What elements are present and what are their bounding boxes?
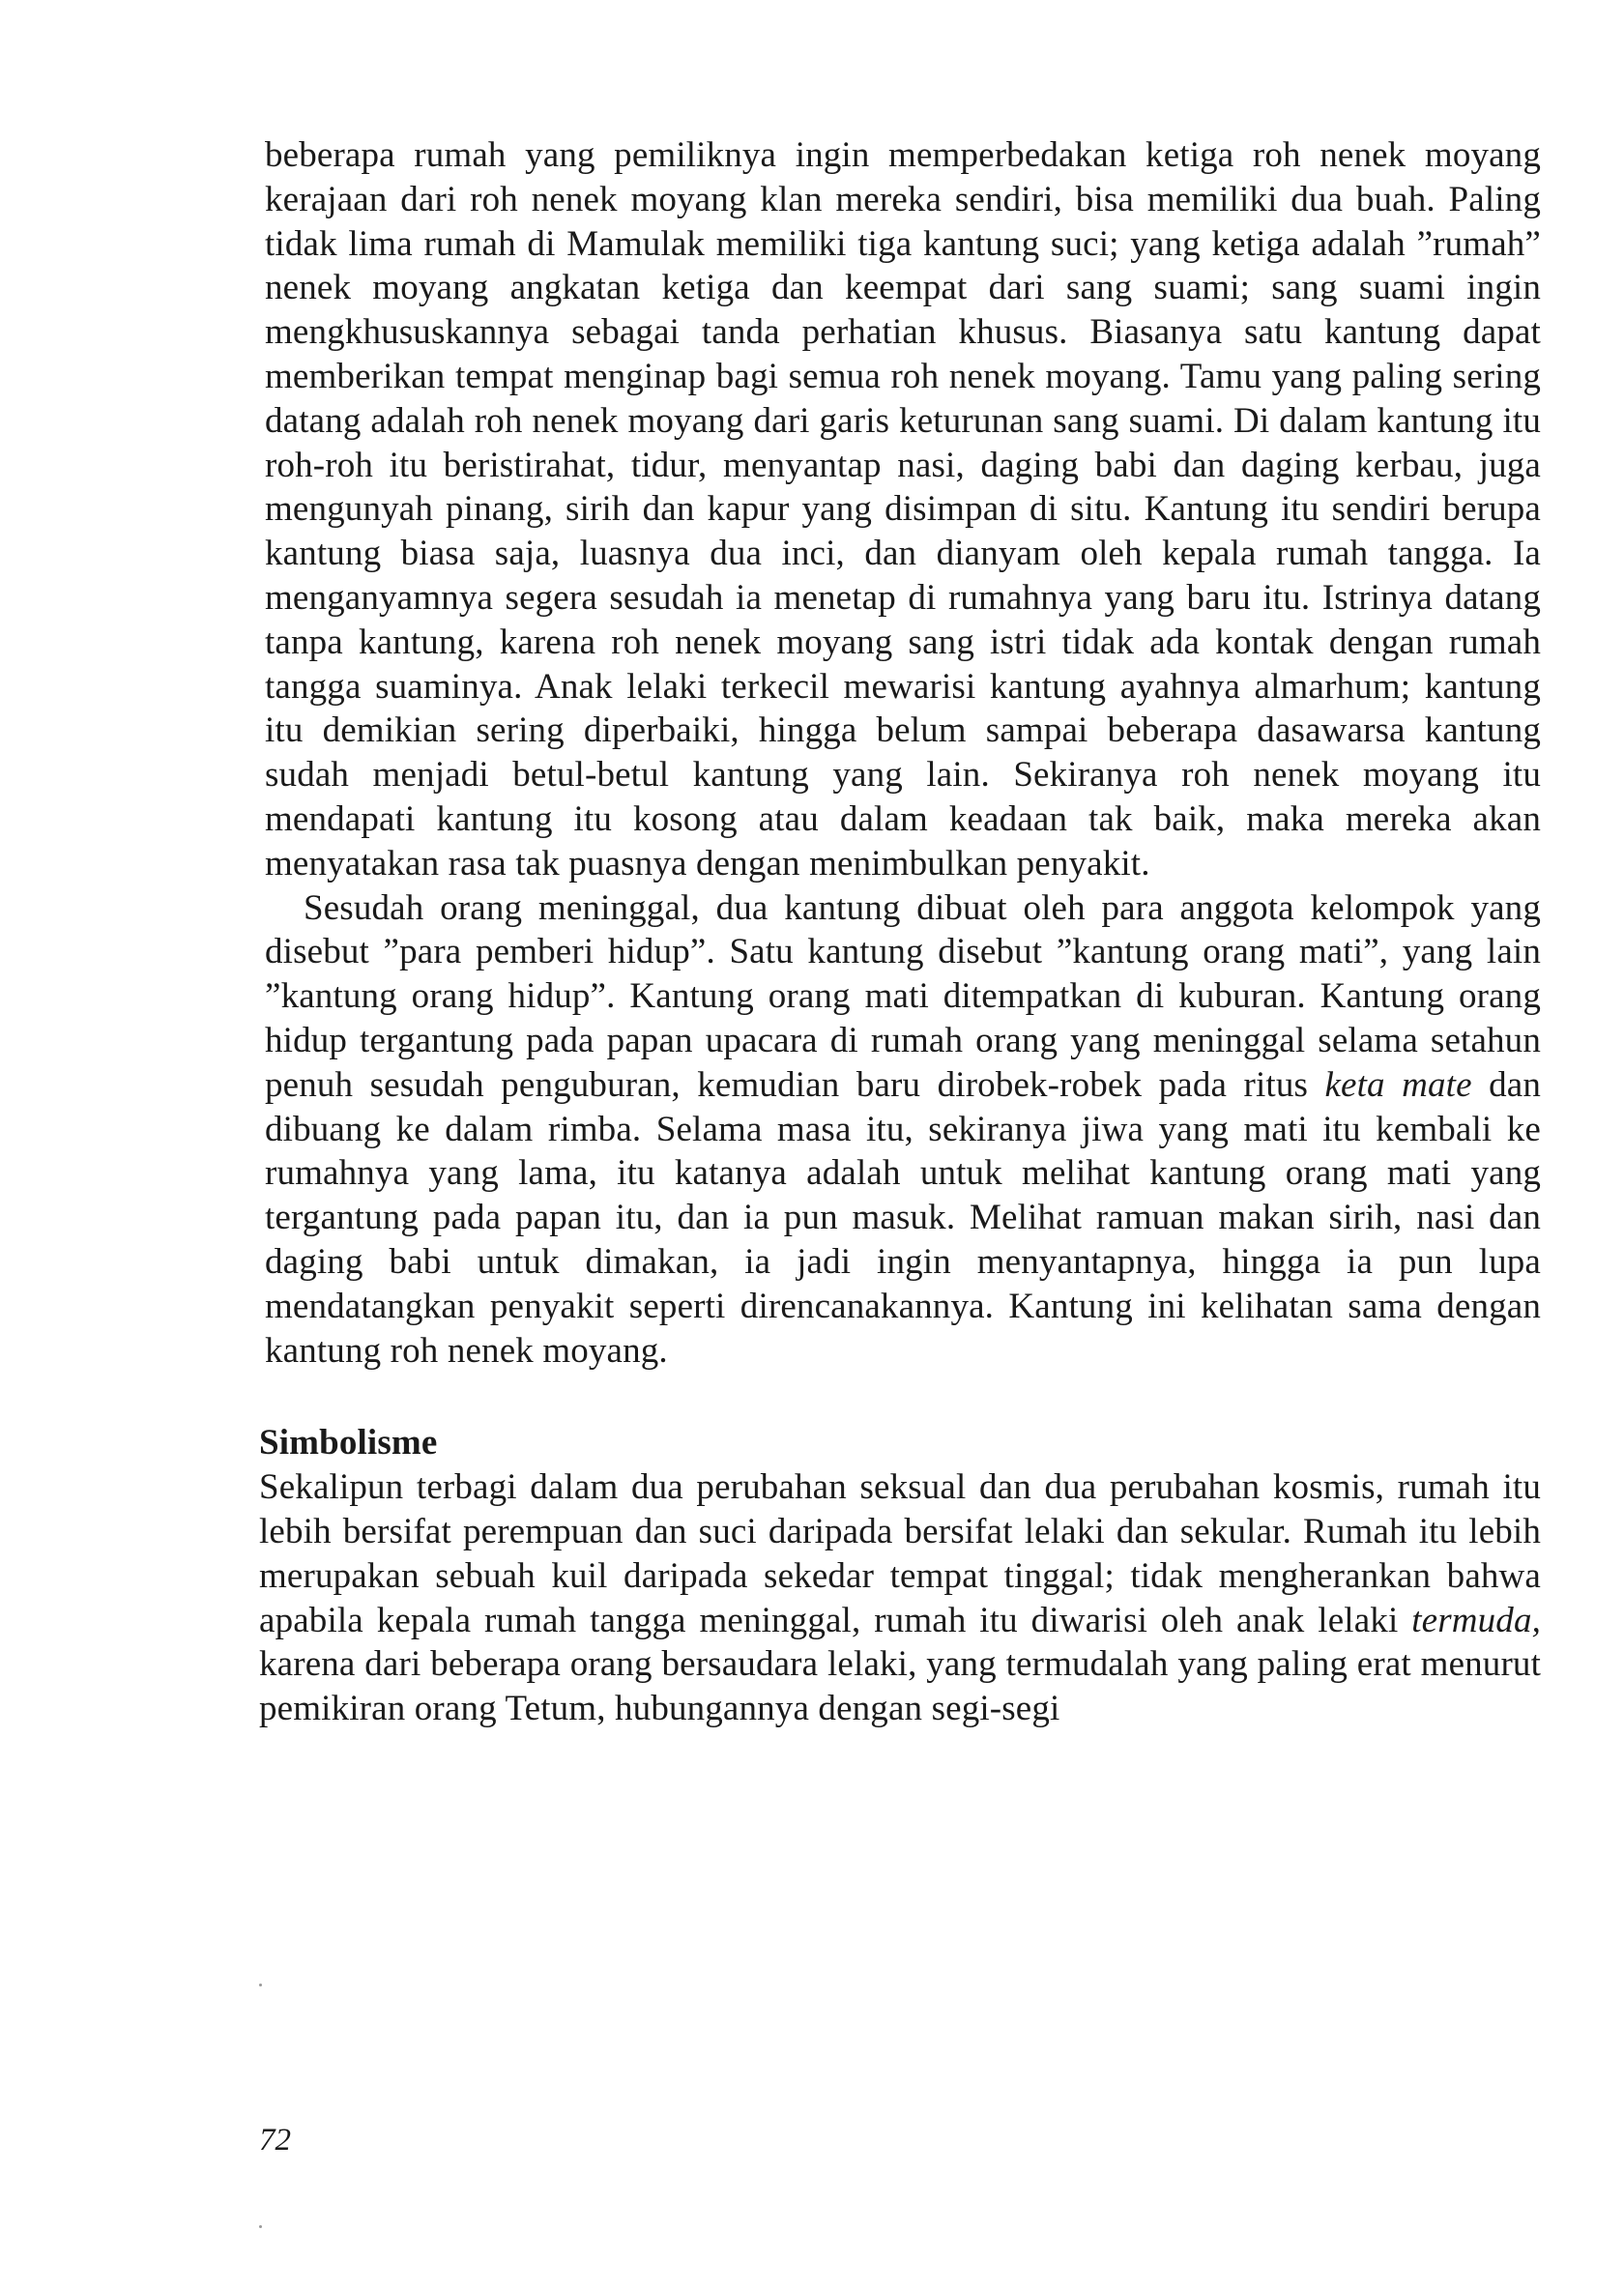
paragraph-2-italic: keta mate xyxy=(1324,1064,1472,1105)
body-text xyxy=(259,133,1541,1731)
paragraph-3 xyxy=(259,1465,1541,1731)
paragraph-2 xyxy=(265,886,1541,1374)
section-heading: Simbolisme xyxy=(259,1423,438,1463)
paragraph-3-text-a: Sekalipun terbagi dalam dua perubahan seksual dan dua perubahan kosmis, rumah itu lebih bersifat perempuan dan suci daripada bersifat lelaki dan sekular. Rumah itu lebih merupakan sebuah kuil daripada sekedar tempat tinggal; tidak mengherankan bahwa apabila kepala rumah tangga meninggal, rumah itu diwarisi oleh anak lelaki xyxy=(259,1467,1541,1640)
paragraph-1: beberapa rumah yang pemiliknya ingin memperbedakan ketiga roh nenek moyang kerajaan dari roh nenek moyang klan mereka sendiri, bisa memiliki dua buah. Paling tidak lima rumah di Mamulak memiliki tiga kantung suci; yang ketiga adalah ”rumah” nenek moyang angkatan ketiga dan keempat dari sang suami; sang suami ingin mengkhususkannya sebagai tanda perhatian khusus. Biasanya satu kantung dapat memberikan tempat menginap bagi semua roh nenek moyang. Tamu yang paling sering datang adalah roh nenek moyang dari garis keturunan sang suami. Di dalam kantung itu roh-roh itu beristirahat, tidur, menyantap nasi, daging babi dan daging kerbau, juga mengunyah pinang, sirih dan kapur yang disimpan di situ. Kantung itu sendiri berupa kantung biasa saja, luasnya dua inci, dan dianyam oleh kepala rumah tangga. Ia menganyamnya segera sesudah ia menetap di rumahnya yang baru itu. Istrinya datang tanpa kantung, karena roh nenek moyang sang istri tidak ada kontak dengan rumah tangga suaminya. Anak lelaki terkecil mewarisi kantung ayahnya almarhum; kantung itu demikian sering diperbaiki, hingga belum sampai beberapa dasawarsa kantung sudah menjadi betul-betul kantung yang lain. Sekiranya roh nenek moyang itu mendapati kantung itu kosong atau dalam keadaan tak baik, maka mereka akan menyatakan rasa tak puasnya dengan menimbulkan penyakit. xyxy=(265,135,1541,884)
paragraph-2-text-a: Sesudah orang meninggal, dua kantung dibuat oleh para anggota kelompok yang disebut ”para pemberi hidup”. Satu kantung disebut ”kantung orang mati”, yang lain ”kantung orang hidup”. Kantung orang mati ditempatkan di kuburan. Kantung orang hidup tergantung pada papan upacara di rumah orang yang meninggal selama setahun penuh sesudah penguburan, kemudian baru dirobek-robek pada ritus xyxy=(265,887,1541,1105)
scan-speck xyxy=(259,2225,262,2228)
paragraph-2-text-b: dan dibuang ke dalam rimba. Selama masa itu, sekiranya jiwa yang mati itu kembali ke rumahnya yang lama, itu katanya adalah untuk melihat kantung orang mati yang tergantung pada papan itu, dan ia pun masuk. Melihat ramuan makan sirih, nasi dan daging babi untuk dimakan, ia jadi ingin menyantapnya, hingga ia pun lupa mendatangkan penyakit seperti direncanakannya. Kantung ini kelihatan sama dengan kantung roh nenek moyang. xyxy=(265,1064,1541,1371)
page-number: 72 xyxy=(259,2123,291,2158)
paragraph-3-italic: termuda, xyxy=(1411,1600,1541,1640)
paragraph-3-text-b: karena dari beberapa orang bersaudara lelaki, yang termudalah yang paling erat menurut pemikiran orang Tetum, hubungannya dengan segi-segi xyxy=(259,1644,1541,1729)
scan-speck xyxy=(259,1984,262,1986)
